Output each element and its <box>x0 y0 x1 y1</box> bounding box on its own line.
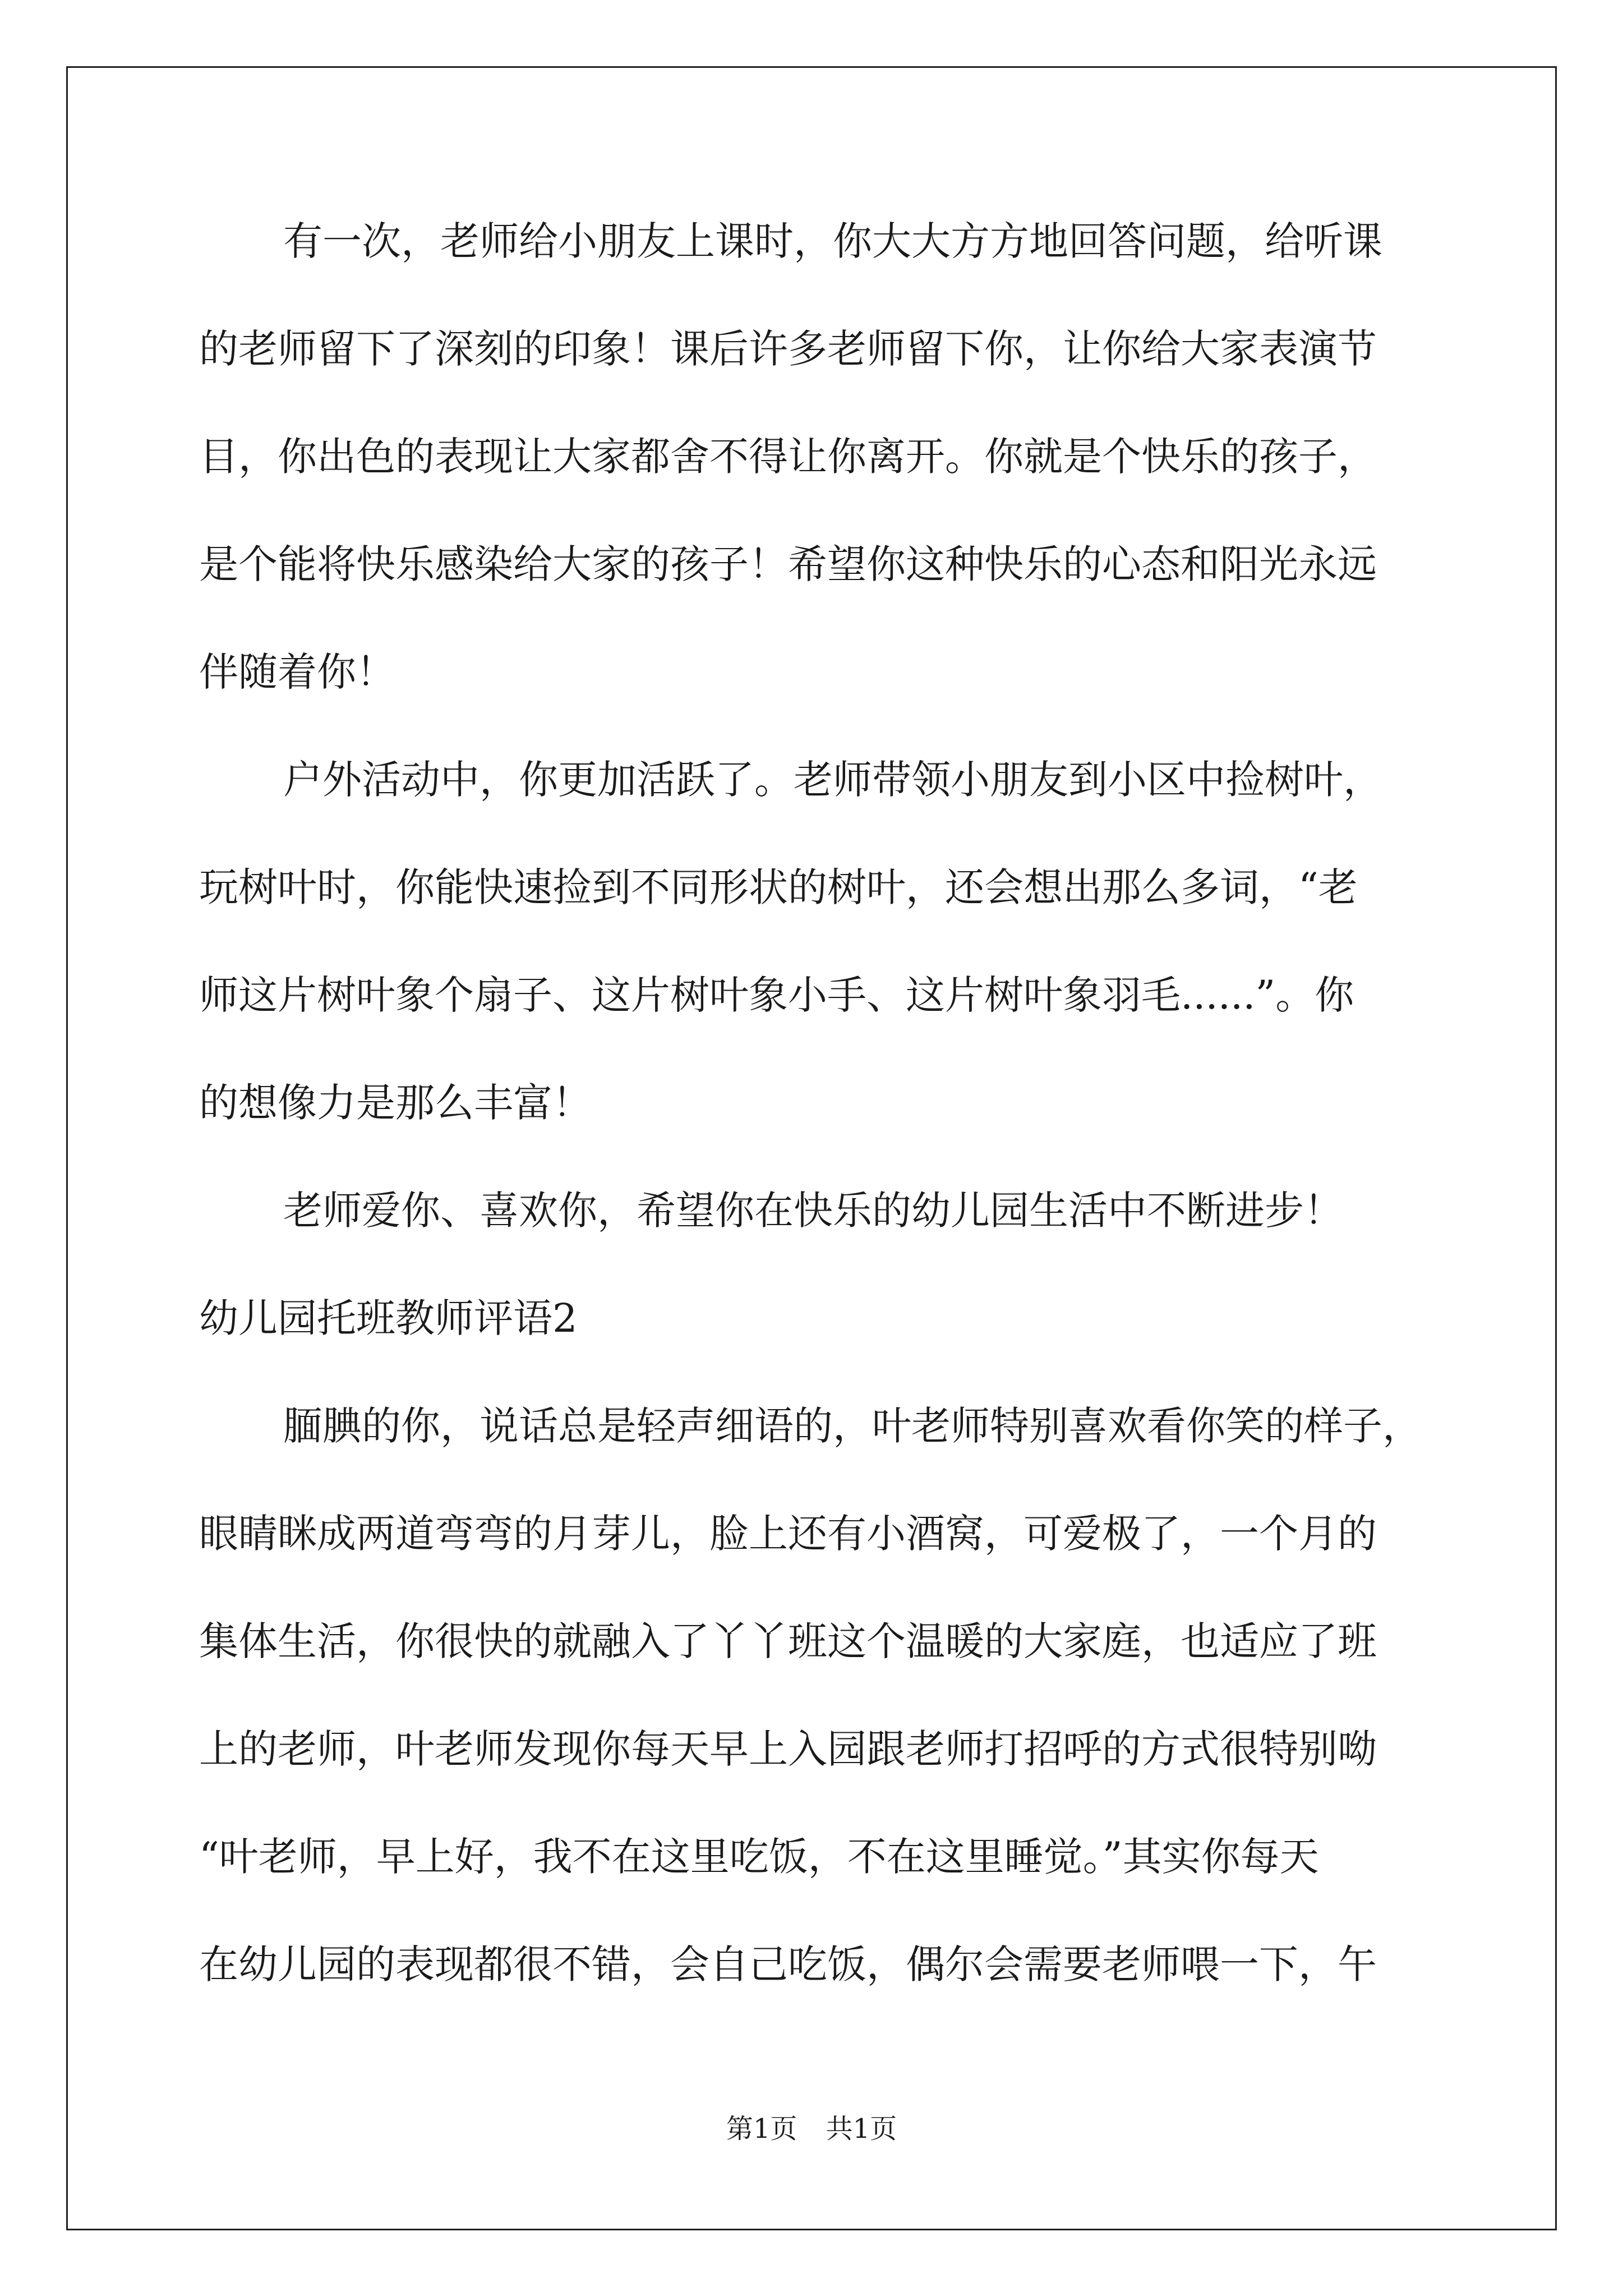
page-number-total: 共1页 <box>826 2113 897 2145</box>
text-line: 腼腆的你，说话总是轻声细语的，叶老师特别喜欢看你笑的样子， <box>283 1403 1422 1449</box>
text-line: 伴随着你！ <box>199 649 395 695</box>
text-line: 玩树叶时，你能快速捡到不同形状的树叶，还会想出那么多词，“老 <box>199 864 1358 910</box>
text-line: 的想像力是那么丰富！ <box>199 1080 592 1126</box>
text-line: 眼睛眯成两道弯弯的月芽儿，脸上还有小酒窝，可爱极了，一个月的 <box>199 1511 1377 1557</box>
page-footer <box>0 2112 1623 2146</box>
text-line: 的老师留下了深刻的印象！课后许多老师留下你，让你给大家表演节 <box>199 326 1377 372</box>
document-body <box>199 214 1444 2045</box>
text-line: 在幼儿园的表现都很不错，会自己吃饭，偶尔会需要老师喂一下，午 <box>199 1941 1377 1987</box>
text-line: 是个能将快乐感染给大家的孩子！希望你这种快乐的心态和阳光永远 <box>199 541 1377 587</box>
page-number-current: 第1页 <box>726 2113 797 2145</box>
text-line: 集体生活，你很快的就融入了丫丫班这个温暖的大家庭，也适应了班 <box>199 1618 1377 1664</box>
section-heading: 幼儿园托班教师评语2 <box>199 1295 578 1341</box>
text-line: 有一次，老师给小朋友上课时，你大大方方地回答问题，给听课 <box>283 218 1382 264</box>
text-line: 上的老师，叶老师发现你每天早上入园跟老师打招呼的方式很特别呦 <box>199 1726 1377 1772</box>
text-line: 户外活动中，你更加活跃了。老师带领小朋友到小区中捡树叶， <box>283 757 1382 803</box>
text-line: 老师爱你、喜欢你，希望你在快乐的幼儿园生活中不断进步！ <box>283 1188 1343 1234</box>
text-line: 师这片树叶象个扇子、这片树叶象小手、这片树叶象羽毛......”。你 <box>199 972 1354 1018</box>
text-line: “叶老师，早上好，我不在这里吃饭，不在这里睡觉。”其实你每天 <box>199 1834 1319 1880</box>
text-line: 目，你出色的表现让大家都舍不得让你离开。你就是个快乐的孩子， <box>199 434 1377 480</box>
